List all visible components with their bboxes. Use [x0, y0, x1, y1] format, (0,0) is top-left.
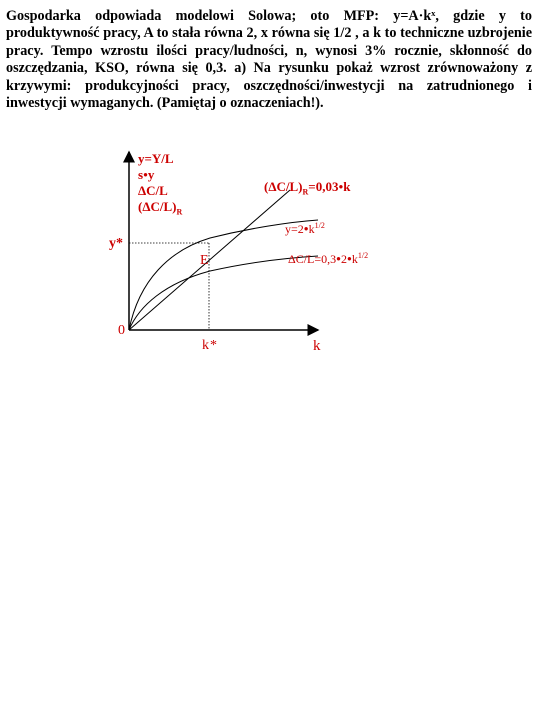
- label-savings: s●y: [138, 167, 155, 182]
- label-y-per-l: y=Y/L: [138, 151, 174, 166]
- label-y-star: y*: [109, 236, 123, 251]
- label-delta-cl: ΔC/L: [138, 183, 168, 198]
- investment-curve: [129, 256, 318, 330]
- label-required-investment: $(\Delta C/L)_R=0,03●k$: [264, 179, 351, 197]
- label-production-function: $y=2●k^{1/2}$: [285, 221, 325, 236]
- label-equilibrium: E: [200, 253, 209, 268]
- label-k-star: k*: [202, 338, 218, 353]
- label-x-axis-k: k: [313, 338, 321, 354]
- label-investment-function: $\Delta C/L=0,3●2●k^{1/2}$: [288, 251, 369, 266]
- label-delta-cl-r: $(\Delta C/L)_R$: [138, 199, 183, 217]
- problem-text: Gospodarka odpowiada modelowi Solowa; oto MFP: y=A·kˣ, gdzie y to produktywność pracy, A to stała równa 2, x równa się 1/2 , a k to techniczne uzbrojenie pracy. Tempo wzrostu ilości pracy/ludności, n, wynosi 3% rocznie, skłonność do oszczędzania, KSO, równa się 0,3. a) Na rysunku pokaż wzrost zrównoważony z krzywymi: produkcyjności pracy, oszczędności/inwestycji na zatrudnionego i inwestycji wymaganych. (Pamiętaj o oznaczeniach!).: [6, 8, 532, 112]
- label-origin: 0: [118, 323, 125, 338]
